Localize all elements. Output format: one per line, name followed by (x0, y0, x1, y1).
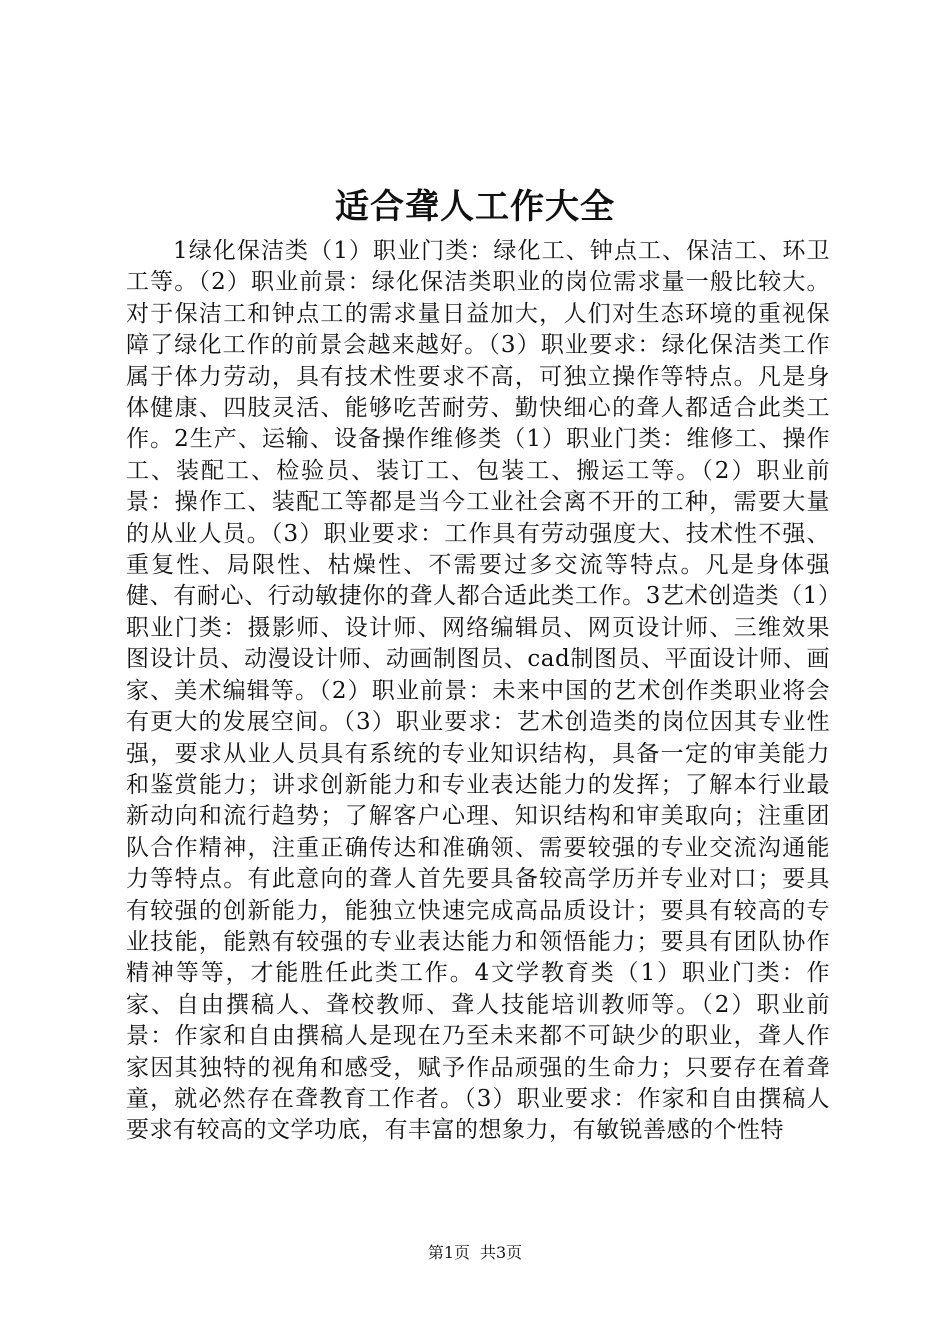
page-number: 第1页 (427, 1243, 470, 1262)
page-total: 共3页 (480, 1243, 523, 1262)
document-title: 适合聋人工作大全 (335, 187, 615, 227)
page-footer (0, 1243, 950, 1263)
document-body: 1绿化保洁类（1）职业门类：绿化工、钟点工、保洁工、环卫工等。（2）职业前景：绿化保洁类职业的岗位需求量一般比较大。对于保洁工和钟点工的需求量日益加大，人们对生态环境的重视保障了绿化工作的前景会越来越好。（3）职业要求：绿化保洁类工作属于体力劳动，具有技术性要求不高，可独立操作等特点。凡是身体健康、四肢灵活、能够吃苦耐劳、勤快细心的聋人都适合此类工作。2生产、运输、设备操作维修类（1）职业门类：维修工、操作工、装配工、检验员、装订工、包装工、搬运工等。（2）职业前景：操作工、装配工等都是当今工业社会离不开的工种，需要大量的从业人员。（3）职业要求：工作具有劳动强度大、技术性不强、重复性、局限性、枯燥性、不需要过多交流等特点。凡是身体强健、有耐心、行动敏捷你的聋人都合适此类工作。3艺术创造类（1）职业门类：摄影师、设计师、网络编辑员、网页设计师、三维效果图设计员、动漫设计师、动画制图员、cad制图员、平面设计师、画家、美术编辑等。（2）职业前景：未来中国的艺术创作类职业将会有更大的发展空间。（3）职业要求：艺术创造类的岗位因其专业性强，要求从业人员具有系统的专业知识结构，具备一定的审美能力和鉴赏能力；讲求创新能力和专业表达能力的发挥；了解本行业最新动向和流行趋势；了解客户心理、知识结构和审美取向；注重团队合作精神，注重正确传达和准确领、需要较强的专业交流沟通能力等特点。有此意向的聋人首先要具备较高学历并专业对口；要具有较强的创新能力，能独立快速完成高品质设计；要具有较高的专业技能，能熟有较强的专业表达能力和领悟能力；要具有团队协作精神等等，才能胜任此类工作。4文学教育类（1）职业门类：作家、自由撰稿人、聋校教师、聋人技能培训教师等。（2）职业前景：作家和自由撰稿人是现在乃至未来都不可缺少的职业，聋人作家因其独特的视角和感受，赋予作品顽强的生命力；只要存在着聋童，就必然存在聋教育工作者。（3）职业要求：作家和自由撰稿人要求有较高的文学功底，有丰富的想象力，有敏锐善感的个性特 (126, 238, 830, 1144)
